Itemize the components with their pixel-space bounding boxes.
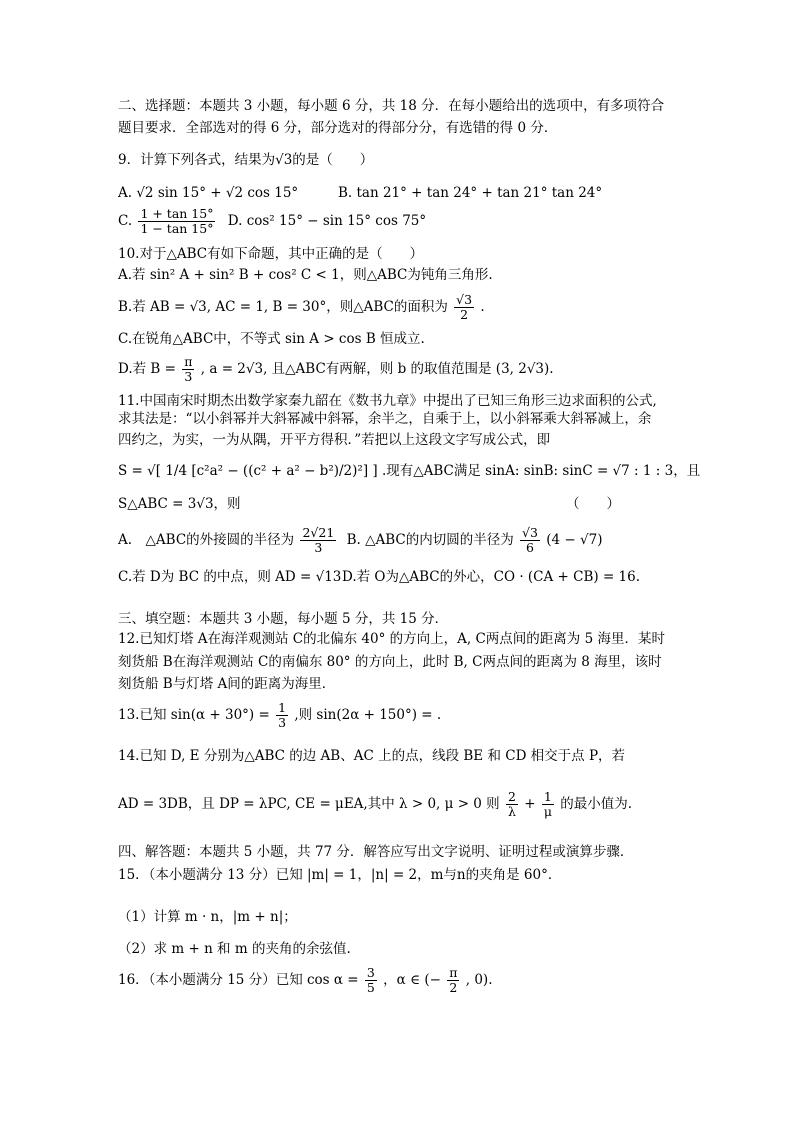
q14-post: 的最小值为. xyxy=(560,796,633,812)
q14-pre: AD = 3DB，且 DP = λPC, CE = μEA,其中 λ > 0, μ > 0 则 xyxy=(118,796,500,812)
q16-post: , 0). xyxy=(465,972,493,988)
q11-line5 xyxy=(118,495,241,513)
q11-area-condition: S△ABC = 3√3，则 xyxy=(118,496,241,512)
q10-b-num: √3 xyxy=(456,292,473,307)
q13-fraction xyxy=(276,701,288,730)
section3-header: 三、填空题：本题共 3 小题，每小题 5 分，共 15 分． xyxy=(118,611,449,627)
q11-a-pre: A. △ABC的外接圆的半径为 xyxy=(118,532,295,548)
q15-part1: （1）计算 m · n，|m + n|； xyxy=(118,909,297,925)
q10-d-post: , a = 2√3, 且△ABC有两解，则 b 的取值范围是 (3, 2√3). xyxy=(200,361,554,377)
q14-fraction2 xyxy=(542,790,554,819)
q14-fraction1 xyxy=(506,790,518,819)
q9-option-c-label: C. xyxy=(118,213,133,229)
q11-options-ab xyxy=(118,522,602,558)
q11-b-pre: B. △ABC的内切圆的半径为 xyxy=(346,532,514,548)
q11-a-den: 3 xyxy=(314,540,323,555)
q13-num: 1 xyxy=(278,700,287,715)
q9-option-d: D. cos² 15° − sin 15° cos 75° xyxy=(227,213,427,229)
q14-line2 xyxy=(118,784,632,824)
section4-header: 四、解答题：本题共 5 小题，共 77 分．解答应写出文字说明、证明过程或演算步骤． xyxy=(118,844,634,860)
q16-f2-num: π xyxy=(449,965,458,980)
q16-fraction1 xyxy=(365,966,377,995)
q16-f2-den: 2 xyxy=(449,980,458,995)
q14-plus: + xyxy=(524,796,536,812)
q10-b-post: . xyxy=(480,299,485,315)
section2-header-line2: 题目要求．全部选对的得 6 分，部分选对的得部分分，有选错的得 0 分． xyxy=(118,120,558,136)
q13-post: ,则 sin(2α + 150°) = . xyxy=(294,707,442,723)
q14-line1: 14.已知 D, E 分别为△ABC 的边 AB、AC 上的点，线段 BE 和 CD 相交于点 P，若 xyxy=(118,748,626,764)
q12-line1: 12.已知灯塔 A在海洋观测站 C的北偏东 40° 的方向上，A, C两点间的距离为 5 海里．某时 xyxy=(118,631,665,647)
q11-option-c: C.若 D为 BC 的中点，则 AD = √13 xyxy=(118,569,342,585)
q11-a-num: 2√21 xyxy=(302,525,335,540)
q10-option-a: A.若 sin² A + sin² B + cos² C < 1，则△ABC为钝角三角形. xyxy=(118,267,493,283)
q10-d-den: 3 xyxy=(184,369,193,384)
q10-option-d xyxy=(118,352,554,386)
q14-f1-num: 2 xyxy=(507,789,516,804)
q11-formula-post: .现有△ABC满足 sinA: sinB: sinC = √7 : 1 : 3，且 xyxy=(381,463,701,479)
q11-b-post: (4 − √7) xyxy=(546,532,603,548)
q11-a-fraction xyxy=(300,526,336,555)
q11-line1: 11.中国南宋时期杰出数学家秦九韶在《数书九章》中提出了已知三角形三边求面积的公式, xyxy=(118,393,657,409)
q10-b-den: 2 xyxy=(460,307,469,322)
q11-b-fraction xyxy=(520,526,540,555)
q16-mid: ，α ∈ (− xyxy=(383,972,441,988)
q10-d-fraction xyxy=(182,355,194,384)
q14-f1-den: λ xyxy=(507,804,516,819)
q16-fraction2 xyxy=(447,966,459,995)
q9-stem: 9．计算下列各式，结果为√3的是（ ） xyxy=(118,152,374,168)
q10-d-num: π xyxy=(184,354,193,369)
q10-stem: 10.对于△ABC有如下命题，其中正确的是（ ） xyxy=(118,246,424,262)
q13-line xyxy=(118,697,441,733)
q11-line3: 四约之，为实，一为从隅，开平方得积．”若把以上这段文字写成公式，即 xyxy=(118,432,551,448)
q9-c-denominator: 1 − tan 15° xyxy=(140,221,214,236)
q11-option-d: D.若 O为△ABC的外心，CO · (CA + CB) = 16. xyxy=(342,569,641,585)
q10-option-c: C.在锐角△ABC中，不等式 sin A > cos B 恒成立. xyxy=(118,331,425,347)
q11-answer-paren: （ ） xyxy=(566,496,620,512)
q11-formula-body: √[ 1/4 [c²a² − ((c² + a² − b²)/2)²] ] xyxy=(147,463,378,479)
q12-line2: 刻货船 B在海洋观测站 C的南偏东 80° 的方向上，此时 B, C两点间的距离为 8 海里，该时 xyxy=(118,654,662,670)
q12-line3: 刻货船 B与灯塔 A间的距离为海里． xyxy=(118,676,336,692)
q13-pre: 13.已知 sin(α + 30°) = xyxy=(118,707,270,723)
q9-option-c-fraction xyxy=(138,207,215,236)
q11-b-den: 6 xyxy=(526,540,534,555)
q14-f2-num: 1 xyxy=(542,790,554,805)
q11-formula-line xyxy=(118,453,700,489)
q9-option-c xyxy=(118,204,426,238)
q9-c-numerator: 1 + tan 15° xyxy=(140,206,214,221)
q10-option-b xyxy=(118,290,485,324)
q11-line2: 求其法是：“以小斜幂并大斜幂减中斜幂，余半之，自乘于上，以小斜幂乘大斜幂减上，余 xyxy=(118,411,652,427)
q13-den: 3 xyxy=(278,715,287,730)
q15-part2: （2）求 m + n 和 m 的夹角的余弦值. xyxy=(118,941,351,957)
q14-f2-den: μ xyxy=(543,804,552,819)
q16-f1-num: 3 xyxy=(366,965,375,980)
q9-option-b: B. tan 21° + tan 24° + tan 21° tan 24° xyxy=(338,185,603,201)
q10-b-fraction xyxy=(454,293,474,322)
q9-option-a: A. √2 sin 15° + √2 cos 15° xyxy=(118,185,299,201)
q16-line xyxy=(118,962,492,998)
q16-f1-den: 5 xyxy=(366,980,375,995)
q16-pre: 16．（本小题满分 15 分）已知 cos α = xyxy=(118,972,359,988)
q15-stem: 15．（本小题满分 13 分）已知 |m| = 1，|n| = 2，m与n的夹角是 60°． xyxy=(118,867,562,883)
q10-b-pre: B.若 AB = √3, AC = 1, B = 30°，则△ABC的面积为 xyxy=(118,299,448,315)
q11-b-num: √3 xyxy=(522,525,538,540)
q10-d-pre: D.若 B = xyxy=(118,361,176,377)
section2-header-line1: 二、选择题：本题共 3 小题，每小题 6 分，共 18 分．在每小题给出的选项中，有多项符合 xyxy=(118,98,665,114)
q11-formula-lhs: S = xyxy=(118,463,143,479)
